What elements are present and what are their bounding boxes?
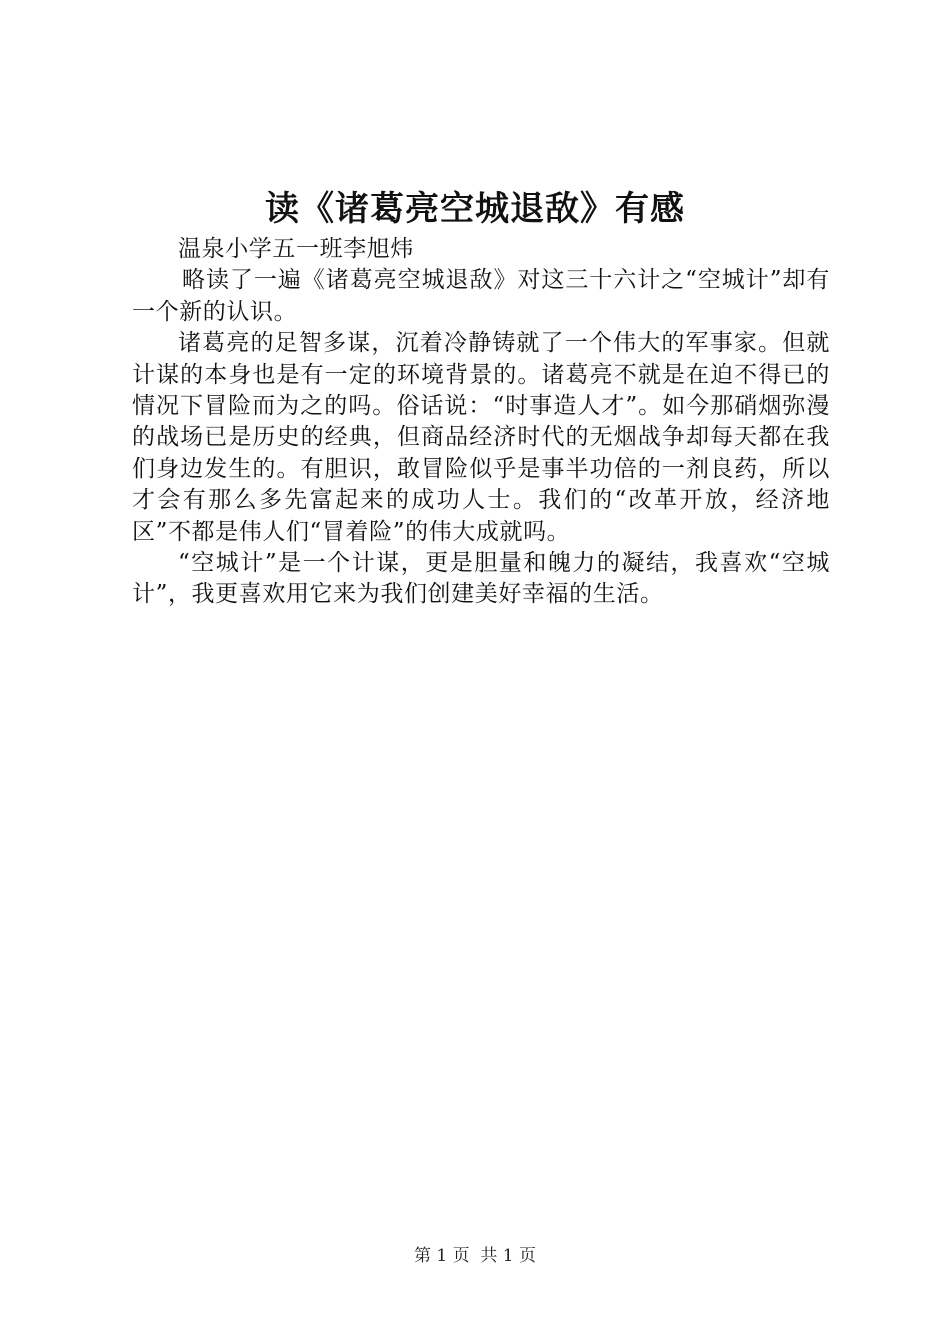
page-number-text: 第 1 页 共 1 页: [413, 1246, 537, 1266]
paragraph-1: 略读了一遍《诸葛亮空城退敌》对这三十六计之“空城计”却有一个新的认识。: [132, 267, 830, 325]
page-title: 读《诸葛亮空城退敌》有感: [265, 189, 685, 229]
paragraph-3: “空城计”是一个计谋，更是胆量和魄力的凝结，我喜欢“空城计”，我更喜欢用它来为我们创建美好幸福的生活。: [132, 550, 830, 608]
author-line: 温泉小学五一班李旭炜: [178, 236, 414, 262]
page-footer: [0, 1244, 950, 1268]
paragraph-2: 诸葛亮的足智多谋，沉着冷静铸就了一个伟大的军事家。但就计谋的本身也是有一定的环境背景的。诸葛亮不就是在迫不得已的情况下冒险而为之的吗。俗话说：“时事造人才”。如今那硝烟弥漫的战场已是历史的经典，但商品经济时代的无烟战争却每天都在我们身边发生的。有胆识，敢冒险似乎是事半功倍的一剂良药，所以才会有那么多先富起来的成功人士。我们的“改革开放，经济地区”不都是伟人们“冒着险”的伟大成就吗。: [132, 330, 830, 545]
document-body: [132, 234, 830, 611]
